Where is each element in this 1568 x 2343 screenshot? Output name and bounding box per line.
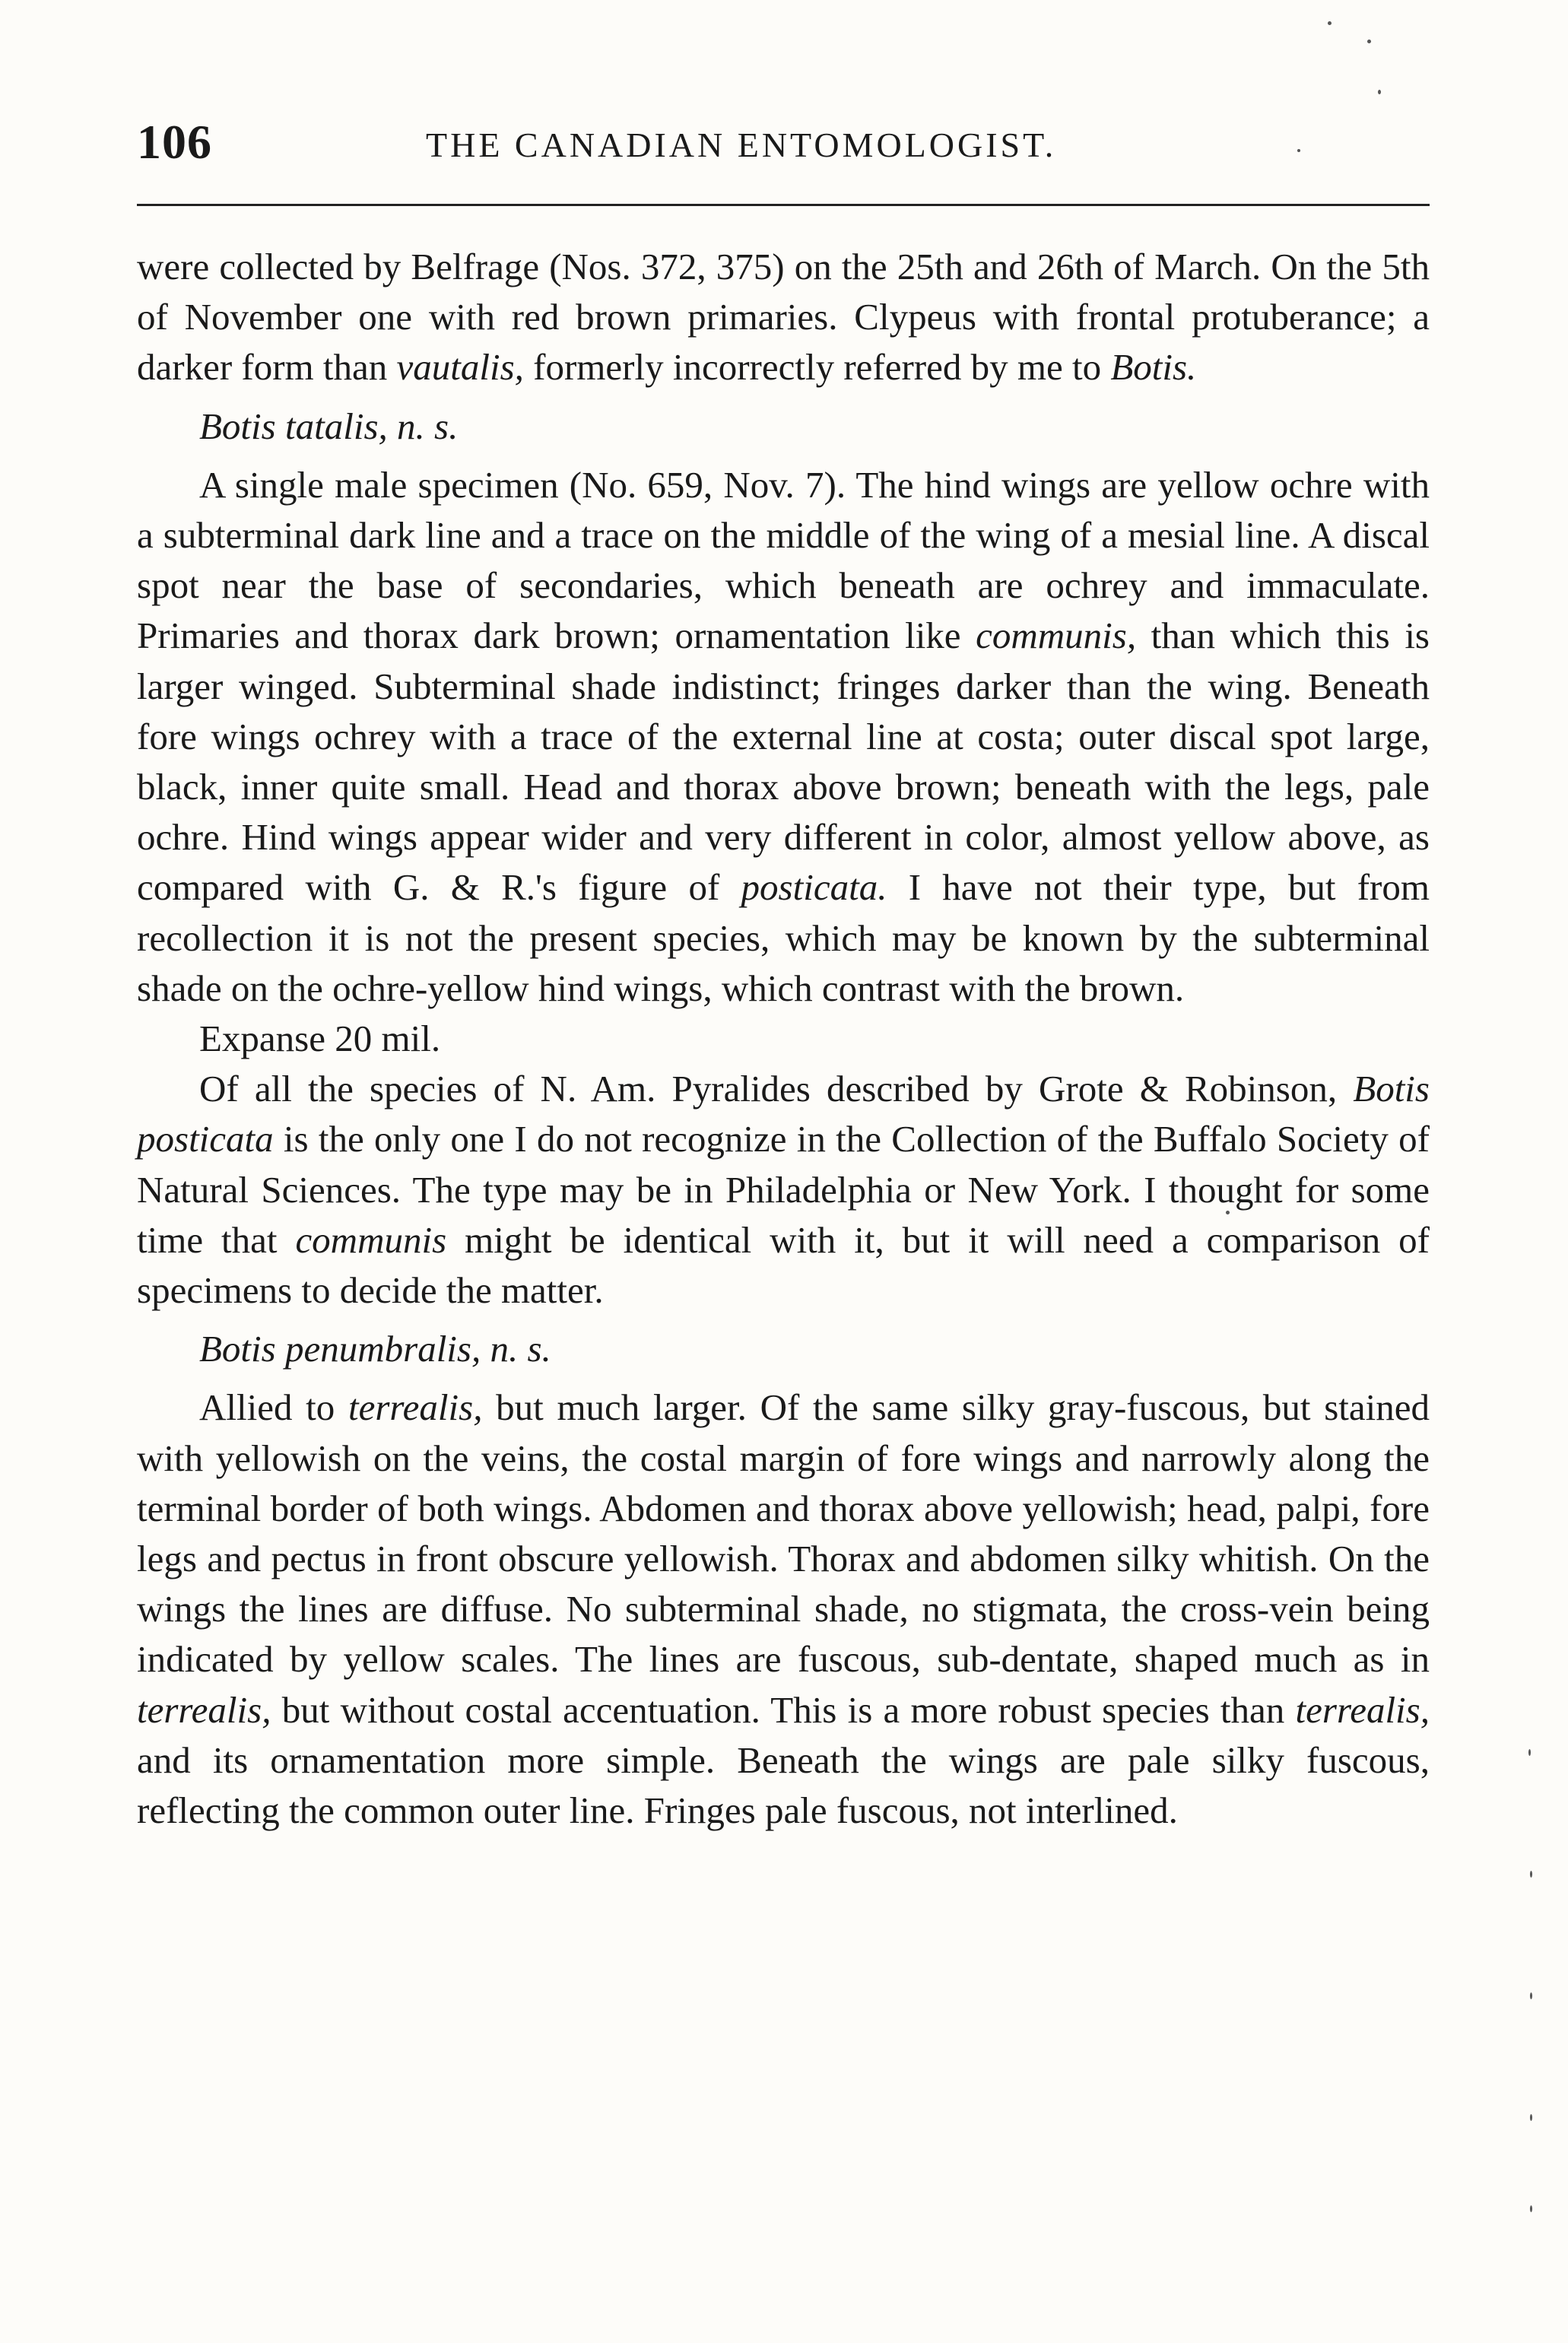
page-number: 106 xyxy=(137,115,212,169)
page-header xyxy=(137,114,1430,175)
scan-speck xyxy=(1528,1749,1531,1756)
scan-speck xyxy=(1226,1211,1230,1214)
scan-speck xyxy=(1530,1992,1532,1999)
scan-speck xyxy=(1530,2114,1532,2121)
header-rule xyxy=(137,204,1430,206)
description-tatalis: A single male specimen (No. 659, Nov. 7). The hind wings are yellow ochre with a subterminal dark line and a trace on the middle of the wing of a mesial line. A discal spot near the base of secondaries, which beneath are ochrey and immaculate. Primaries and thorax dark brown; ornamentation like communis, than which this is larger winged. Subterminal shade indistinct; fringes darker than the wing. Beneath fore wings ochrey with a trace of the external line at costa; outer discal spot large, black, inner quite small. Head and thorax above brown; beneath with the legs, pale ochre. Hind wings appear wider and very different in color, almost yellow above, as compared with G. & R.'s figure of posticata. I have not their type, but from recollection it is not the present species, which may be known by the subterminal shade on the ochre-yellow hind wings, which contrast with the brown. xyxy=(137,463,1430,1009)
scan-speck xyxy=(1328,21,1332,25)
running-title: THE CANADIAN ENTOMOLOGIST. xyxy=(426,125,1057,164)
species-heading-penumbralis: Botis penumbralis, n. s. xyxy=(199,1328,551,1370)
species-heading-tatalis: Botis tatalis, n. s. xyxy=(199,405,459,447)
continuation-paragraph: were collected by Belfrage (Nos. 372, 375) on the 25th and 26th of March. On the 5th of November one with red brown primaries. Clypeus with frontal protuberance; a darker form than vautalis, formerly incorrectly referred by me to Botis. xyxy=(137,246,1430,389)
expanse-measurement: Expanse 20 mil. xyxy=(199,1018,441,1060)
scan-speck xyxy=(1367,40,1371,43)
scan-speck xyxy=(1378,90,1381,94)
scan-speck xyxy=(1297,149,1300,152)
description-penumbralis: Allied to terrealis, but much larger. Of the same silky gray-fuscous, but stained with yellowish on the veins, the costal margin of fore wings and narrowly along the terminal border of both wings. Abdomen and thorax above yellowish; head, palpi, fore legs and pectus in front obscure yellowish. Thorax and abdomen silky whitish. On the wings the lines are diffuse. No subterminal shade, no stigmata, the cross-vein being indicated by yellow scales. The lines are fuscous, sub-dentate, shaped much as in terrealis, but without costal accentuation. This is a more robust species than terrealis, and its ornamentation more simple. Beneath the wings are pale silky fuscous, reflecting the common outer line. Fringes pale fuscous, not interlined. xyxy=(137,1386,1430,1832)
scan-speck xyxy=(1530,1871,1532,1878)
article-body xyxy=(137,242,1430,1836)
scan-speck xyxy=(1530,2205,1532,2212)
collection-note-paragraph: Of all the species of N. Am. Pyralides described by Grote & Robinson, Botis posticata is the only one I do not recognize in the Collection of the Buffalo Society of Natural Sciences. The type may be in Philadelphia or New York. I thought for some time that communis might be identical with it, but it will need a comparison of specimens to decide the matter. xyxy=(137,1068,1430,1312)
